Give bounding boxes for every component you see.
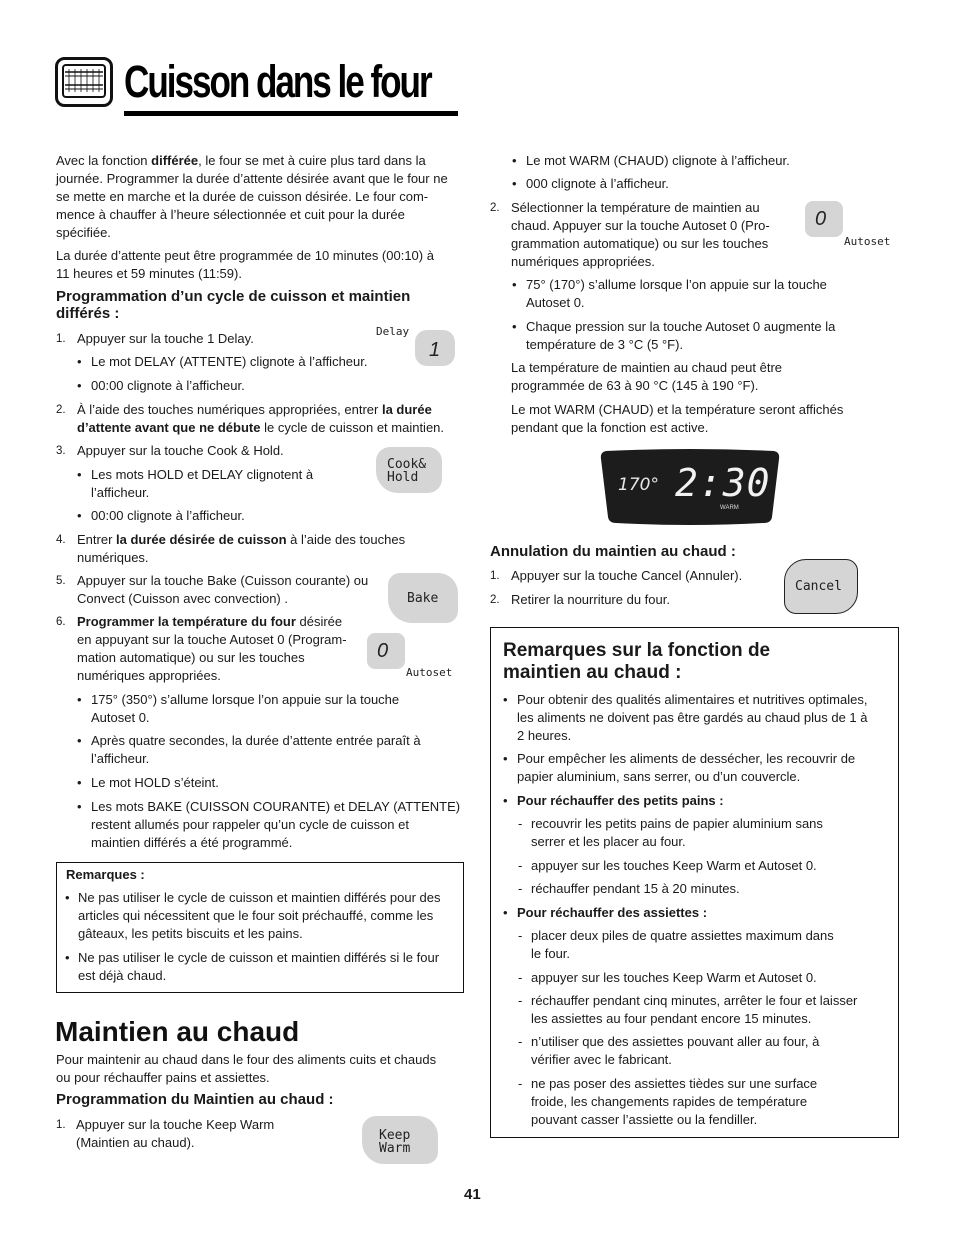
delayed-step-6-bullet: • Après quatre secondes, la durée d’attente entrée paraît à l’afficheur. <box>77 733 421 766</box>
remarks-title: Remarques sur la fonction de maintien au chaud : <box>503 640 771 683</box>
delayed-step-5: 5. Appuyer sur la touche Bake (Cuisson courante) ou Convect (Cuisson avec convection) . <box>56 573 369 606</box>
notes-item: • Ne pas utiliser le cycle de cuisson et maintien différés si le four est déjà chaud. <box>65 950 440 983</box>
autoset-0-key[interactable] <box>805 201 843 237</box>
delayed-step-1: 1. Appuyer sur la touche 1 Delay. <box>56 331 254 346</box>
bake-key-label: Bake <box>407 591 439 606</box>
autoset-0-key[interactable] <box>367 633 405 669</box>
delay-1-key[interactable] <box>415 330 455 366</box>
intro-paragraph: Avec la fonction différée, le four se met à cuire plus tard dans la journée. Programmer la durée d’attente désirée avant que le four ne se mette en marche et la durée de cuisson désirée. Le four com- mence à chauffer à l’heure sélectionnée et cuit pour la durée spécifiée. <box>56 153 448 240</box>
display-time: 2:30 <box>675 461 771 505</box>
keep-warm-label-1: Keep <box>379 1128 411 1143</box>
remarks-item: • Pour réchauffer des petits pains : <box>503 793 724 808</box>
delay-range-paragraph: La durée d’attente peut être programmée de 10 minutes (00:10) à 11 heures et 59 minutes (11:59). <box>56 248 434 281</box>
delayed-step-6: 6. Programmer la température du four désirée en appuyant sur la touche Autoset 0 (Program- mation automatique) ou sur les touches numériques appropriées. <box>56 614 347 683</box>
remarks-subitem: - ne pas poser des assiettes tièdes sur une surface froide, les changements rapides de température pouvant casser l’assiette ou la fendiller. <box>518 1076 818 1127</box>
cancel-key-label: Cancel <box>795 579 842 594</box>
delayed-heading: Programmation d’un cycle de cuisson et maintien différés : <box>56 288 411 322</box>
page-title: Cuisson dans le four <box>124 56 431 107</box>
oven-icon <box>55 57 113 107</box>
remarks-subitem: - réchauffer pendant 15 à 20 minutes. <box>518 881 740 896</box>
delayed-step-6-bullet: • 175° (350°) s’allume lorsque l’on appuie sur la touche Autoset 0. <box>77 692 400 725</box>
autoset-key-label: Autoset <box>406 666 453 679</box>
remarks-item: • Pour empêcher les aliments de dessécher, les recouvrir de papier aluminium, sans serrer, ou d’un couvercle. <box>503 751 856 784</box>
autoset-key-digit: 0 <box>815 208 827 230</box>
bake-key[interactable] <box>388 573 458 623</box>
keepwarm-step-2: 2. Sélectionner la température de maintien au chaud. Appuyer sur la touche Autoset 0 (Pro- grammation automatique) ou sur les touches numériques appropriées. <box>490 200 770 269</box>
delay-key-digit: 1 <box>429 339 441 361</box>
keep-warm-key[interactable] <box>362 1116 438 1164</box>
cook-hold-label-1: Cook& <box>387 457 427 472</box>
delayed-step-3: 3. Appuyer sur la touche Cook & Hold. <box>56 443 284 458</box>
keepwarm-bullet: • 000 clignote à l’afficheur. <box>512 176 669 191</box>
keepwarm-step-2-bullet: • 75° (170°) s’allume lorsque l’on appuie sur la touche Autoset 0. <box>512 277 827 310</box>
remarks-box <box>490 627 899 1138</box>
remarks-subitem: - placer deux piles de quatre assiettes maximum dans le four. <box>518 928 834 961</box>
keepwarm-step-1: 1. Appuyer sur la touche Keep Warm (Maintien au chaud). <box>56 1117 275 1150</box>
remarks-subitem: - réchauffer pendant cinq minutes, arrêter le four et laisser les assiettes au four pendant encore 15 minutes. <box>518 993 858 1026</box>
keepwarm-heading: Programmation du Maintien au chaud : <box>56 1091 334 1108</box>
keepwarm-title: Maintien au chaud <box>55 1016 300 1047</box>
notes-title: Remarques : <box>66 867 145 882</box>
cook-hold-label-2: Hold <box>387 470 419 485</box>
notes-item: • Ne pas utiliser le cycle de cuisson et maintien différés pour des articles qui nécessitent que le four soit préchauffé, comme les gâteaux, les petits biscuits et les pains. <box>65 890 441 941</box>
display-temperature: 170° <box>618 475 659 495</box>
notes-box <box>56 862 464 993</box>
delayed-step-2: 2. À l’aide des touches numériques appropriées, entrer la durée d’attente avant que ne débute le cycle de cuisson et maintien. <box>56 402 445 435</box>
cancel-step-2: 2. Retirer la nourriture du four. <box>490 592 670 607</box>
keep-warm-label-2: Warm <box>379 1141 411 1156</box>
title-rule <box>124 111 458 116</box>
delayed-step-4: 4. Entrer la durée désirée de cuisson à l’aide des touches numériques. <box>56 532 406 565</box>
delayed-step-1-bullet: • Le mot DELAY (ATTENTE) clignote à l’afficheur. <box>77 354 368 369</box>
oven-display <box>600 449 780 526</box>
remarks-item: • Pour réchauffer des assiettes : <box>503 905 708 920</box>
delayed-step-6-bullet: • Les mots BAKE (CUISSON COURANTE) et DELAY (ATTENTE) restent allumés pour rappeler qu’un cycle de cuisson et maintien différés a été programmé. <box>77 799 461 850</box>
autoset-key-label: Autoset <box>844 235 891 248</box>
cook-hold-key[interactable] <box>376 447 442 493</box>
delay-key-label: Delay <box>376 325 410 338</box>
remarks-subitem: - appuyer sur les touches Keep Warm et Autoset 0. <box>518 858 817 873</box>
cancel-heading: Annulation du maintien au chaud : <box>490 543 736 560</box>
delayed-step-3-bullet: • Les mots HOLD et DELAY clignotent à l’afficheur. <box>77 467 314 500</box>
remarks-item: • Pour obtenir des qualités alimentaires et nutritives optimales, les aliments ne doivent pas être gardés au chaud plus de 1 à 2 heures. <box>503 692 868 743</box>
keepwarm-step-2-bullet: • Chaque pression sur la touche Autoset 0 augmente la température de 3 °C (5 °F). <box>512 319 836 352</box>
remarks-subitem: - recouvrir les petits pains de papier aluminium sans serrer et les placer au four. <box>518 816 823 849</box>
delayed-step-1-bullet: • 00:00 clignote à l’afficheur. <box>77 378 245 393</box>
remarks-subitem: - n’utiliser que des assiettes pouvant aller au four, à vérifier avec le fabricant. <box>518 1034 820 1067</box>
page-number: 41 <box>464 1186 481 1203</box>
display-warm-label: WARM <box>720 505 739 511</box>
remarks-subitem: - appuyer sur les touches Keep Warm et Autoset 0. <box>518 970 817 985</box>
cancel-key[interactable] <box>784 559 858 614</box>
keepwarm-intro: Pour maintenir au chaud dans le four des aliments cuits et chauds ou pour réchauffer pains et assiettes. <box>56 1052 437 1085</box>
keepwarm-bullet: • Le mot WARM (CHAUD) clignote à l’afficheur. <box>512 153 790 168</box>
keepwarm-display-paragraph: Le mot WARM (CHAUD) et la température seront affichés pendant que la fonction est active. <box>511 402 844 435</box>
delayed-step-6-bullet: • Le mot HOLD s’éteint. <box>77 775 219 790</box>
keepwarm-range-paragraph: La température de maintien au chaud peut être programmée de 63 à 90 °C (145 à 190 °F). <box>511 360 783 393</box>
delayed-step-3-bullet: • 00:00 clignote à l’afficheur. <box>77 508 245 523</box>
autoset-key-digit: 0 <box>377 640 389 662</box>
cancel-step-1: 1. Appuyer sur la touche Cancel (Annuler). <box>490 568 743 583</box>
